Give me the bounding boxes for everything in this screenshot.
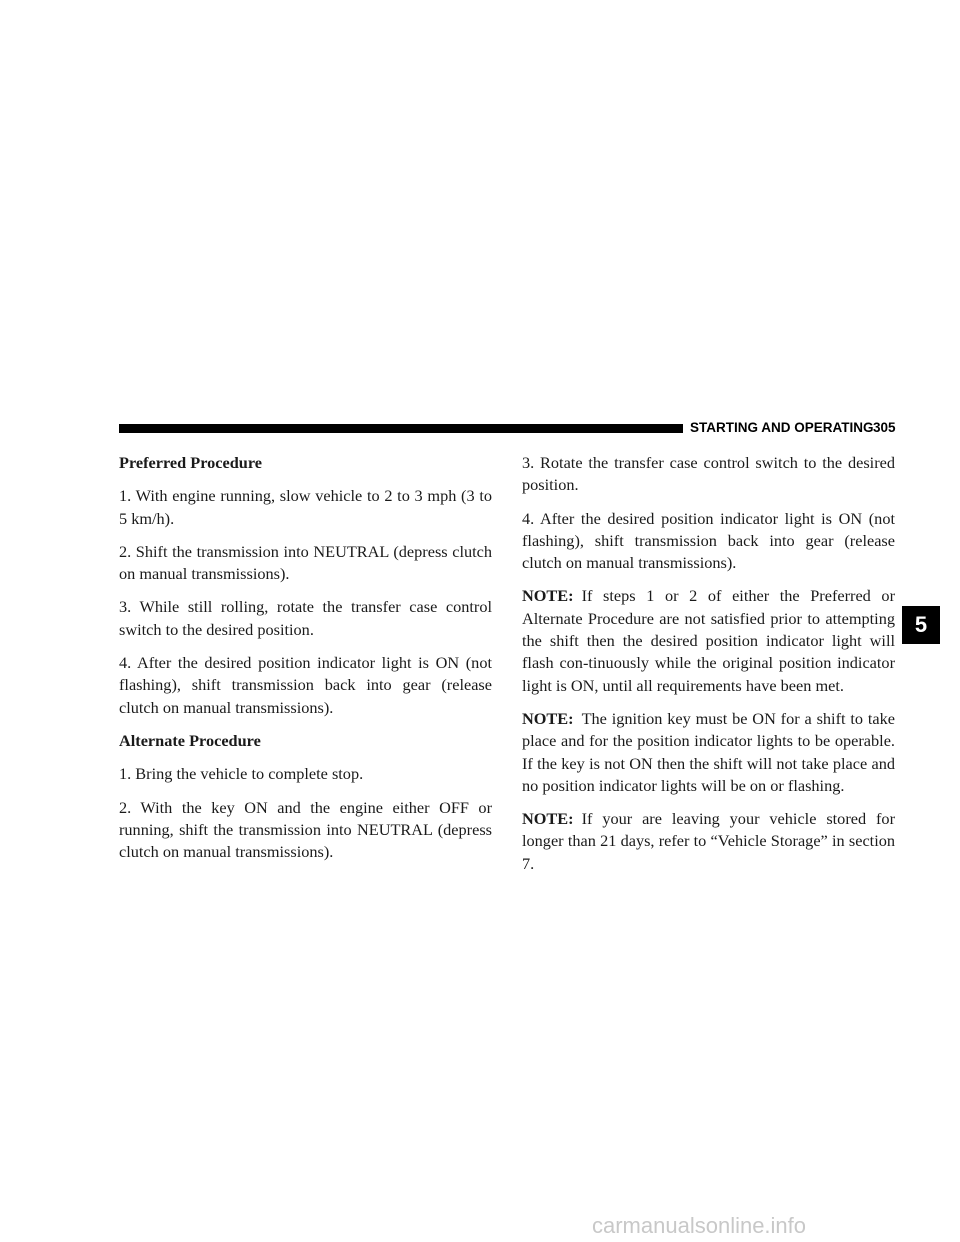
note-text: If your are leaving your vehicle stored for longer than 21 days, refer to “Vehicle Storage” in section 7. xyxy=(522,809,895,873)
paragraph-step-2: 2. Shift the transmission into NEUTRAL (depress clutch on manual transmissions). xyxy=(119,541,492,584)
paragraph-step-1: 1. With engine running, slow vehicle to 2 to 3 mph (3 to 5 km/h). xyxy=(119,486,492,528)
note-1 xyxy=(522,585,895,696)
note-text: The ignition key must be ON for a shift to take place and for the position indicator lights to be operable. If the key is not ON then the shift will not take place and no position indicator lights will be on or flashing. xyxy=(522,708,895,795)
note-3 xyxy=(522,808,895,875)
paragraph-alt-step-3: 3. Rotate the transfer case control switch to the desired position. xyxy=(522,453,895,495)
right-column xyxy=(522,452,895,886)
paragraph-alt-step-2: 2. With the key ON and the engine either OFF or running, shift the transmission into NEUTRAL (depress clutch on manual transmissions). xyxy=(119,797,492,862)
header-rule xyxy=(119,424,683,433)
note-2 xyxy=(522,708,895,797)
paragraph-alt-step-1: 1. Bring the vehicle to complete stop. xyxy=(119,764,364,784)
section-tab: 5 xyxy=(902,606,940,644)
paragraph-step-3: 3. While still rolling, rotate the transfer case control switch to the desired position. xyxy=(119,597,492,639)
heading-alternate-procedure: Alternate Procedure xyxy=(119,730,261,750)
paragraph-step-4: 4. After the desired position indicator light is ON (not flashing), shift transmission back into gear (release clutch on manual transmissions). xyxy=(119,653,492,717)
left-column xyxy=(119,452,492,874)
note-label: NOTE: xyxy=(522,708,574,728)
note-label: NOTE: xyxy=(522,809,574,829)
paragraph-alt-step-4: 4. After the desired position indicator light is ON (not flashing), shift transmission back into gear (release clutch on manual transmissions). xyxy=(522,508,895,573)
note-label: NOTE: xyxy=(522,586,574,606)
heading-preferred-procedure: Preferred Procedure xyxy=(119,453,263,472)
note-text: If steps 1 or 2 of either the Preferred or Alternate Procedure are not satisfied prior to attempting the shift then the desired position indicator light will flash con-tinuously while the original position indicator light is ON, until all requirements have been met. xyxy=(522,586,895,695)
page-number: 305 xyxy=(873,420,896,435)
section-title: STARTING AND OPERATING xyxy=(690,420,874,435)
watermark: carmanualsonline.info xyxy=(592,1213,807,1238)
